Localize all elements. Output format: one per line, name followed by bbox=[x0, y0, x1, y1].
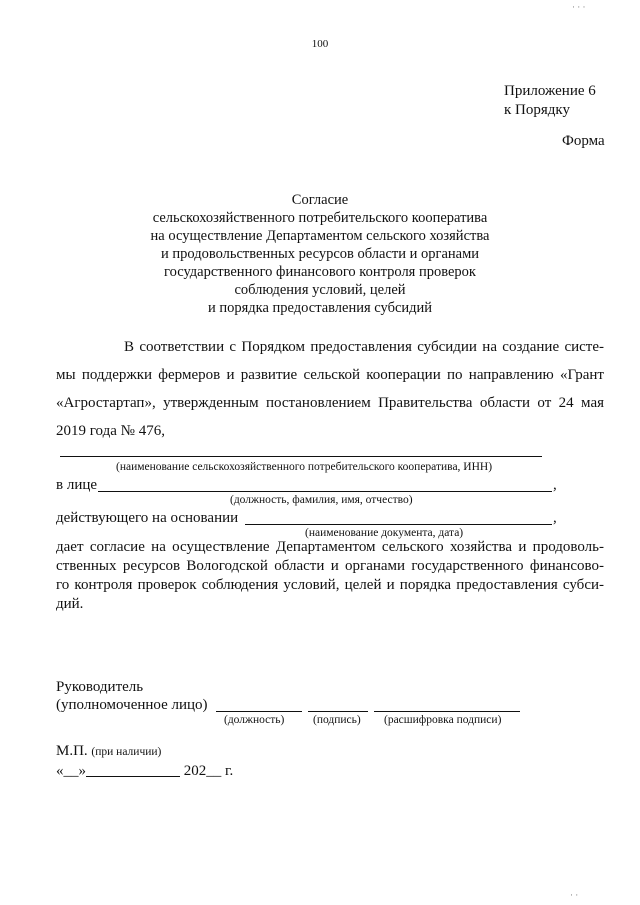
basis-field[interactable] bbox=[245, 524, 552, 525]
date-day-field[interactable]: __ bbox=[63, 763, 79, 779]
title-line: государственного финансового контроля проверок bbox=[164, 264, 476, 280]
title-line: и порядка предоставления субсидий bbox=[207, 300, 433, 316]
intro-line: «Агростартап», утвержденным постановлением Правительства области от 24 мая bbox=[56, 395, 604, 411]
basis-label: действующего на основании bbox=[56, 510, 239, 526]
title-line: Согласие bbox=[291, 192, 349, 208]
person-field[interactable] bbox=[98, 491, 552, 492]
date-close-quote: » bbox=[78, 763, 86, 779]
basis-comma: , bbox=[553, 510, 557, 526]
stamp-mp: М.П. bbox=[56, 743, 88, 759]
intro-line: 2019 года № 476, bbox=[56, 423, 165, 439]
title-line: на осуществление Департаментом сельского хозяйства bbox=[150, 228, 490, 244]
signature-field[interactable] bbox=[308, 711, 368, 712]
person-comma: , bbox=[553, 477, 557, 493]
document-title bbox=[80, 191, 560, 317]
title-line: соблюдения условий, целей bbox=[234, 282, 406, 298]
date-year-field[interactable]: __ bbox=[206, 763, 222, 779]
coop-name-field[interactable] bbox=[60, 456, 542, 457]
form-label: Форма bbox=[562, 133, 605, 149]
date-line bbox=[56, 762, 233, 780]
appendix-line2: к Порядку bbox=[504, 102, 570, 118]
coop-name-caption: (наименование сельскохозяйственного потребительского кооператива, ИНН) bbox=[116, 461, 493, 473]
title-line: и продовольственных ресурсов области и органами bbox=[160, 246, 480, 262]
position-field[interactable] bbox=[216, 711, 302, 712]
corner-mark-bottom: · · bbox=[570, 890, 579, 900]
corner-mark-top: · · · bbox=[572, 2, 586, 12]
consent-line: дает согласие на осуществление Департаментом сельского хозяйства и продоволь- bbox=[56, 539, 604, 555]
consent-line: ственных ресурсов Вологодской области и органами государственного финансово- bbox=[56, 558, 604, 574]
stamp-note: (при наличии) bbox=[91, 746, 162, 758]
person-label: в лице bbox=[56, 477, 98, 493]
page-number: 100 bbox=[311, 38, 329, 50]
position-caption: (должность) bbox=[224, 714, 285, 726]
basis-caption: (наименование документа, дата) bbox=[305, 527, 464, 539]
intro-line: мы поддержки фермеров и развитие сельской кооперации по направлению «Грант bbox=[56, 367, 604, 383]
date-year-suffix: г. bbox=[225, 763, 234, 779]
signature-decoding-caption: (расшифровка подписи) bbox=[384, 714, 502, 726]
date-year: 202 bbox=[183, 763, 207, 779]
appendix-heading bbox=[504, 82, 596, 120]
title-line: сельскохозяйственного потребительского кооператива bbox=[152, 210, 488, 226]
date-month-field[interactable] bbox=[86, 762, 180, 777]
signatory-role-line2: (уполномоченное лицо) bbox=[56, 697, 208, 713]
signatory-role-line1: Руководитель bbox=[56, 679, 144, 695]
signature-caption: (подпись) bbox=[313, 714, 361, 726]
date-open-quote: « bbox=[56, 763, 64, 779]
stamp-label bbox=[56, 743, 161, 760]
consent-line: дий. bbox=[56, 596, 84, 612]
person-caption: (должность, фамилия, имя, отчество) bbox=[230, 494, 413, 506]
consent-line: го контроля проверок соблюдения условий, целей и порядка предоставления субси- bbox=[56, 577, 604, 593]
signature-decoding-field[interactable] bbox=[374, 711, 520, 712]
appendix-line1: Приложение 6 bbox=[504, 83, 596, 99]
intro-line: В соответствии с Порядком предоставления субсидии на создание систе- bbox=[124, 339, 604, 355]
